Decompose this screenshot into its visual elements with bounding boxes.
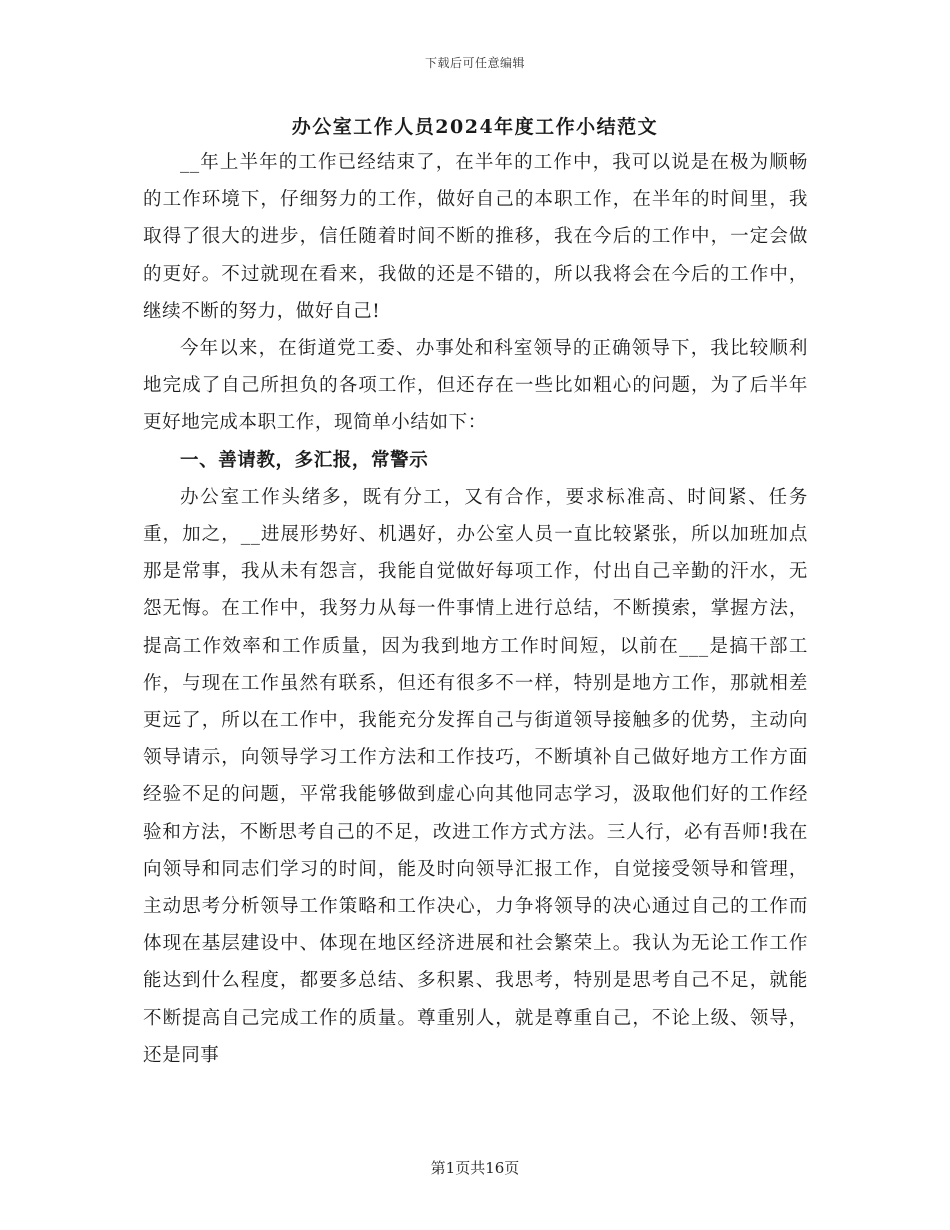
section-heading-1: 一、善请教，多汇报，常警示 <box>180 449 429 471</box>
header-note: 下载后可任意编辑 <box>424 56 525 70</box>
document-body <box>143 144 808 1074</box>
document-title: 办公室工作人员2024年度工作小结范文 <box>291 116 659 138</box>
paragraph-intro: __年上半年的工作已经结束了，在半年的工作中，我可以说是在极为顺畅的工作环境下，仔细努力的工作，做好自己的本职工作，在半年的时间里，我取得了很大的进步，信任随着时间不断的推移，我在今后的工作中，一定会做的更好。不过就现在看来，我做的还是不错的，所以我将会在今后的工作中，继续不断的努力，做好自己! <box>143 152 808 322</box>
paragraph-summary-lead: 今年以来，在街道党工委、办事处和科室领导的正确领导下，我比较顺利地完成了自己所担负的各项工作，但还存在一些比如粗心的问题，为了后半年更好地完成本职工作，现简单小结如下： <box>143 338 808 434</box>
paragraph-section-1: 办公室工作头绪多，既有分工，又有合作，要求标准高、时间紧、任务重，加之，__进展形势好、机遇好，办公室人员一直比较紧张，所以加班加点那是常事，我从未有怨言，我能自觉做好每项工作，付出自己辛勤的汗水，无怨无悔。在工作中，我努力从每一件事情上进行总结，不断摸索，掌握方法，提高工作效率和工作质量，因为我到地方工作时间短，以前在___是搞干部工作，与现在工作虽然有联系，但还有很多不一样，特别是地方工作，那就相差更远了，所以在工作中，我能充分发挥自己与街道领导接触多的优势，主动向领导请示，向领导学习工作方法和工作技巧，不断填补自己做好地方工作方面经验不足的问题，平常我能够做到虚心向其他同志学习，汲取他们好的工作经验和方法，不断思考自己的不足，改进工作方式方法。三人行，必有吾师!我在向领导和同志们学习的时间，能及时向领导汇报工作，自觉接受领导和管理，主动思考分析领导工作策略和工作决心，力争将领导的决心通过自己的工作而体现在基层建设中、体现在地区经济进展和社会繁荣上。我认为无论工作工作能达到什么程度，都要多总结、多积累、我思考，特别是思考自己不足，就能不断提高自己完成工作的质量。尊重别人，就是尊重自己，不论上级、领导，还是同事 <box>143 486 808 1066</box>
page-number-footer: 第1页共16页 <box>430 1159 520 1177</box>
